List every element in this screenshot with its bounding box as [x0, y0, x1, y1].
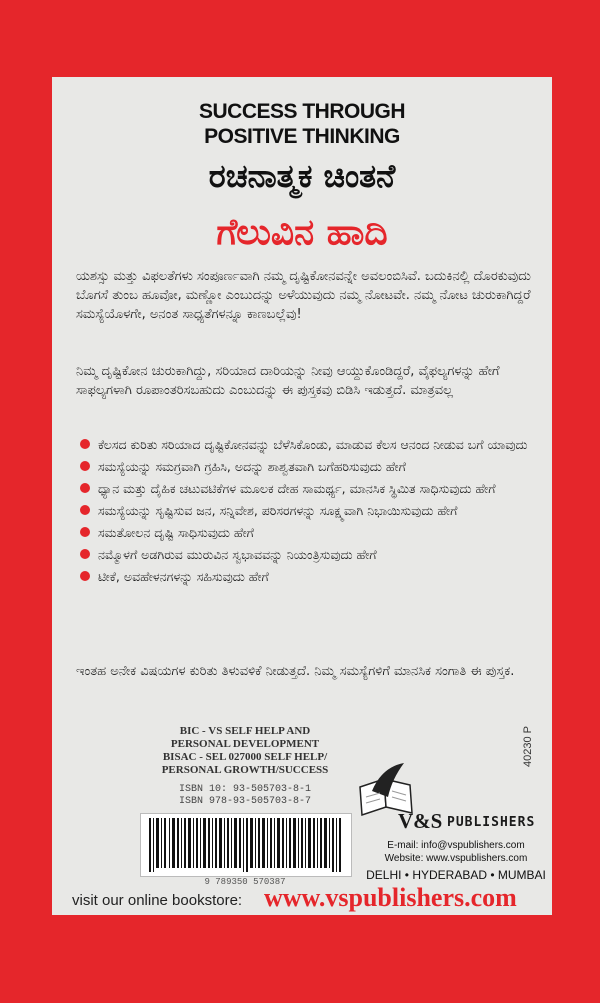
- store-url-link[interactable]: www.vspublishers.com: [264, 883, 517, 912]
- bullet-icon: [80, 571, 90, 581]
- bisac-category: BIC - VS SELF HELP AND PERSONAL DEVELOPMENT BISAC - SEL 027000 SELF HELP/ PERSONAL GROWTH/SUCCESS: [161, 725, 329, 776]
- kannada-subtitle: ಗೆಲುವಿನ ಹಾದಿ: [216, 212, 388, 253]
- bullet-icon: [80, 527, 90, 537]
- publisher-email: E-mail: info@vspublishers.com: [387, 840, 525, 851]
- bullet-icon: [80, 549, 90, 559]
- product-code: 40230 P: [522, 726, 534, 767]
- publisher-cities: DELHI • HYDERABAD • MUMBAI: [366, 868, 546, 882]
- bullet-icon: [80, 461, 90, 471]
- list-item: ಧ್ಯಾನ ಮತ್ತು ದೈಹಿಕ ಚಟುವಟಿಕೆಗಳ ಮೂಲಕ ದೇಹ ಸಾಮರ್ಥ್ಯ, ಮಾನಸಿಕ ಸ್ಥಿಮಿತ ಸಾಧಿಸುವುದು ಹೇಗೆ: [76, 479, 538, 498]
- second-paragraph: ನಿಮ್ಮ ದೃಷ್ಟಿಕೋನ ಚುರುಕಾಗಿದ್ದು, ಸರಿಯಾದ ದಾರಿಯನ್ನು ನೀವು ಆಯ್ದುಕೊಂಡಿದ್ದರೆ, ವೈಫಲ್ಯಗಳನ್ನು ಹೇಗೆ ಸಾಫಲ್ಯಗಳಾಗಿ ರೂಪಾಂತರಿಸಬಹುದು ಎಂಬುದನ್ನು ಈ ಪುಸ್ತಕವು ಬಿಡಿಸಿ ಇಡುತ್ತದೆ. ಮಾತ್ರವಲ್ಲ: [76, 364, 500, 398]
- bullet-icon: [80, 439, 90, 449]
- bullet-icon: [80, 483, 90, 493]
- list-item: ಸಮಸ್ಯೆಯನ್ನು ಸೃಷ್ಟಿಸುವ ಜನ, ಸನ್ನಿವೇಶ, ಪರಿಸರಗಳನ್ನು ಸೂಕ್ಷ್ಮವಾಗಿ ನಿಭಾಯಿಸುವುದು ಹೇಗೆ: [76, 501, 538, 520]
- list-item: ನಮ್ಮೊಳಗೆ ಅಡಗಿರುವ ಮುರುವಿನ ಸ್ವಭಾವವನ್ನು ನಿಯಂತ್ರಿಸುವುದು ಹೇಗೆ: [76, 545, 538, 564]
- english-title-line-2: POSITIVE THINKING: [204, 125, 400, 148]
- list-item: ಸಮಸ್ಯೆಯನ್ನು ಸಮಗ್ರವಾಗಿ ಗ್ರಹಿಸಿ, ಅದನ್ನು ಶಾಶ್ವತವಾಗಿ ಬಗೆಹರಿಸುವುದು ಹೇಗೆ: [76, 457, 538, 476]
- publisher-website: Website: www.vspublishers.com: [384, 853, 528, 864]
- publisher-suffix: PUBLISHERS: [447, 815, 536, 830]
- english-title: [52, 99, 552, 149]
- barcode: [140, 813, 352, 877]
- intro-paragraph: ಯಶಸ್ಸು ಮತ್ತು ವಿಫಲತೆಗಳು ಸಂಪೂರ್ಣವಾಗಿ ನಮ್ಮ ದೃಷ್ಟಿಕೋನವನ್ನೇ ಅವಲಂಬಿಸಿವೆ. ಬದುಕಿನಲ್ಲಿ ದೊರಕುವುದು ಬೊಗಸೆ ತುಂಬ ಹೂವೋ, ಮಣ್ಣೋ ಎಂಬುದನ್ನು ಅಳೆಯುವುದು ನಮ್ಮ ನೋಟವೇ. ನಮ್ಮ ನೋಟ ಚುರುಕಾಗಿದ್ದರೆ ಸಮಸ್ಯೆಯೊಳಗೇ, ಅನಂತ ಸಾಧ್ಯತೆಗಳನ್ನೂ ಕಾಣಬಲ್ಲೆವು!: [76, 269, 531, 322]
- closing-paragraph: ಇಂತಹ ಅನೇಕ ವಿಷಯಗಳ ಕುರಿತು ತಿಳುವಳಿಕೆ ನೀಡುತ್ತದೆ. ನಿಮ್ಮ ಸಮಸ್ಯೆಗಳಿಗೆ ಮಾನಸಿಕ ಸಂಗಾತಿ ಈ ಪುಸ್ತಕ.: [76, 664, 515, 679]
- feature-list: [76, 435, 538, 589]
- list-item: ಕೆಲಸದ ಕುರಿತು ಸರಿಯಾದ ದೃಷ್ಟಿಕೋನವನ್ನು ಬೆಳೆಸಿಕೊಂಡು, ಮಾಡುವ ಕೆಲಸ ಆನಂದ ನೀಡುವ ಬಗೆ ಯಾವುದು: [76, 435, 538, 454]
- english-title-line-1: SUCCESS THROUGH: [198, 100, 406, 123]
- store-label: visit our online bookstore:: [72, 892, 243, 909]
- kannada-title: ರಚನಾತ್ಮಕ ಚಿಂತನೆ: [208, 157, 396, 195]
- publisher-name: V&S: [398, 809, 443, 833]
- bullet-icon: [80, 505, 90, 515]
- list-item: ಟೀಕೆ, ಅವಹೇಳನಗಳನ್ನು ಸಹಿಸುವುದು ಹೇಗೆ: [76, 567, 538, 586]
- back-cover-panel: [52, 77, 552, 915]
- barcode-number: 9 789350 570387: [204, 877, 286, 887]
- isbn-block: ISBN 10: 93-505703-8-1 ISBN 978-93-505703-8-7: [178, 784, 312, 807]
- list-item: ಸಮತೋಲನ ದೃಷ್ಟಿ ಸಾಧಿಸುವುದು ಹೇಗೆ: [76, 523, 538, 542]
